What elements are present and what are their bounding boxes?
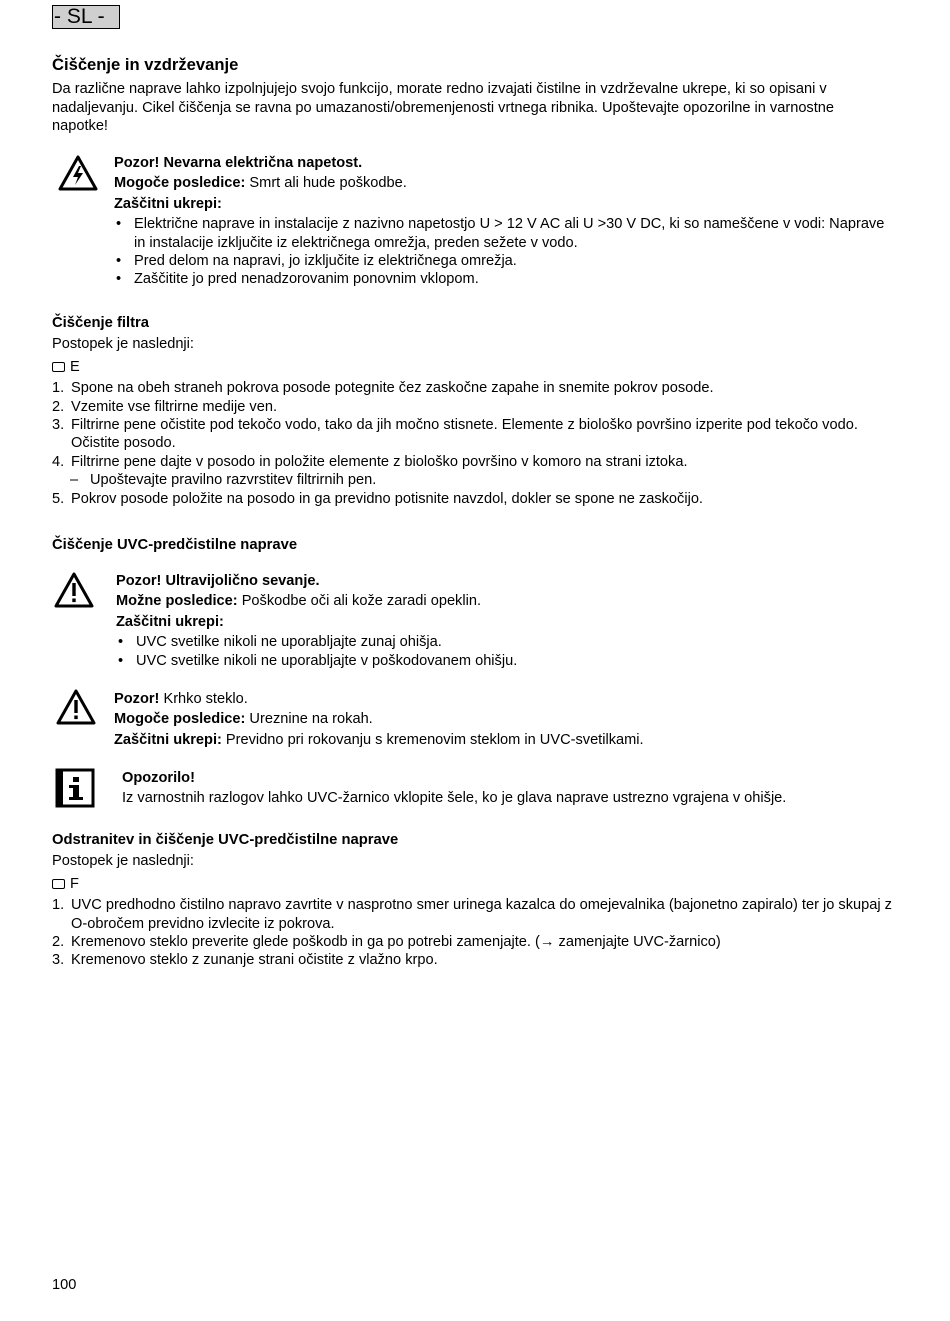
- warning-electric: [114, 154, 894, 289]
- list-item: • UVC svetilke nikoli ne uporabljajte zunaj ohišja.: [116, 633, 896, 651]
- subsection-title: Čiščenje filtra: [52, 315, 150, 331]
- warning-title: Pozor! Nevarna električna napetost.: [114, 155, 363, 171]
- removal-steps: [52, 896, 892, 970]
- list-item: 4. Filtrirne pene dajte v posodo in položite elemente z biološko površino v komoro na strani iztoka.: [52, 453, 688, 470]
- warning-measures-label: Zaščitni ukrepi:: [116, 613, 224, 630]
- section-filter-cleaning: [52, 314, 892, 508]
- procedure-text: Postopek je naslednji:: [52, 853, 194, 870]
- warning-title: Pozor! Ultravijolično sevanje.: [116, 573, 320, 589]
- page-number: 100: [52, 1277, 77, 1293]
- note-title: Opozorilo!: [122, 770, 195, 786]
- list-item: 1. UVC predhodno čistilno napravo zavrtite v nasprotno smer urinega kazalca do omejevalnika (bajonetno zapiralo) ter jo skupaj z O-obročem previdno izvlecite iz pokrova.: [52, 897, 892, 932]
- warning-measures: Zaščitni ukrepi: Previdno pri rokovanju s kremenovim steklom in UVC-svetilkami.: [114, 731, 644, 748]
- subsection-title: Čiščenje UVC-predčistilne naprave: [52, 537, 298, 553]
- language-tab: - SL -: [52, 5, 120, 29]
- list-item: • Zaščitite jo pred nenadzorovanim ponovnim vklopom.: [114, 270, 894, 288]
- section-cleaning-maintenance: [52, 56, 892, 136]
- figure-letter: F: [70, 875, 79, 892]
- figure-letter: E: [70, 358, 80, 375]
- figure-icon: [52, 362, 65, 372]
- info-icon: [55, 768, 95, 808]
- warning-uv-radiation: [116, 572, 896, 670]
- warning-measures-list: [114, 215, 894, 289]
- warning-consequences: Možne posledice: Poškodbe oči ali kože zaradi opeklin.: [116, 593, 482, 610]
- list-item: • UVC svetilke nikoli ne uporabljajte v poškodovanem ohišju.: [116, 652, 896, 670]
- warning-consequences: Mogoče posledice: Ureznine na rokah.: [114, 711, 373, 728]
- electric-hazard-icon: [57, 154, 99, 192]
- warning-consequences: Mogoče posledice: Smrt ali hude poškodbe.: [114, 175, 407, 192]
- list-item: 5. Pokrov posode položite na posodo in ga previdno potisnite navzdol, dokler se spone ne zaskočijo.: [52, 490, 703, 507]
- exclamation-warning-icon: [55, 688, 97, 726]
- section-uvc-cleaning: [52, 536, 892, 554]
- subsection-title: Odstranitev in čiščenje UVC-predčistilne naprave: [52, 832, 399, 848]
- list-item: 2. Vzemite vse filtrirne medije ven.: [52, 398, 278, 415]
- note-block: [122, 769, 902, 808]
- section-title: Čiščenje in vzdrževanje: [52, 55, 239, 74]
- list-item: 3. Kremenovo steklo z zunanje strani očistite z vlažno krpo.: [52, 952, 438, 969]
- exclamation-warning-icon: [53, 571, 95, 609]
- note-text: Iz varnostnih razlogov lahko UVC-žarnico vklopite šele, ko je glava naprave ustrezno vgrajena v ohišje.: [122, 790, 787, 807]
- list-item: 3. Filtrirne pene očistite pod tekočo vodo, tako da jih močno stisnete. Elemente z biološko površino izperite pod tekočo vodo. Očistite posodo.: [52, 417, 858, 452]
- procedure-text: Postopek je naslednji:: [52, 336, 194, 353]
- list-item: 1. Spone na obeh straneh pokrova posode potegnite čez zaskočne zapahe in snemite pokrov posode.: [52, 380, 714, 397]
- list-item: • Električne naprave in instalacije z nazivno napetostjo U > 12 V AC ali U >30 V DC, ki so nameščene v vodi: Naprave in instalacije izklјučite iz električnega omrežja, preden sežete v vodo.: [114, 215, 894, 252]
- warning-fragile-glass: [114, 690, 894, 749]
- intro-paragraph: Da različne naprave lahko izpolnjujejo svojo funkcijo, morate redno izvajati čistilne in vzdrževalne ukrepe, ki so opisani v nadaljevanju. Cikel čiščenja se ravna po umazanosti/obremenjenosti vrtnega ribnika. Upoštevajte opozorilne in varnostne napotke!: [52, 81, 835, 135]
- warning-title: Pozor! Krhko steklo.: [114, 691, 248, 707]
- list-item: – Upoštevajte pravilno razvrstitev filtrirnih pen.: [70, 472, 377, 489]
- filter-steps: [52, 379, 892, 508]
- figure-reference: [52, 875, 892, 893]
- warning-measures-list: [116, 633, 896, 670]
- list-item: 2. Kremenovo steklo preverite glede poškodb in ga po potrebi zamenjajte. (→ zamenjajte UVC-žarnico): [52, 934, 721, 951]
- figure-icon: [52, 879, 65, 889]
- warning-measures-label: Zaščitni ukrepi:: [114, 195, 222, 212]
- list-item: • Pred delom na napravi, jo izklјučite iz električnega omrežja.: [114, 252, 894, 270]
- figure-reference: [52, 358, 892, 376]
- section-uvc-removal: [52, 831, 892, 970]
